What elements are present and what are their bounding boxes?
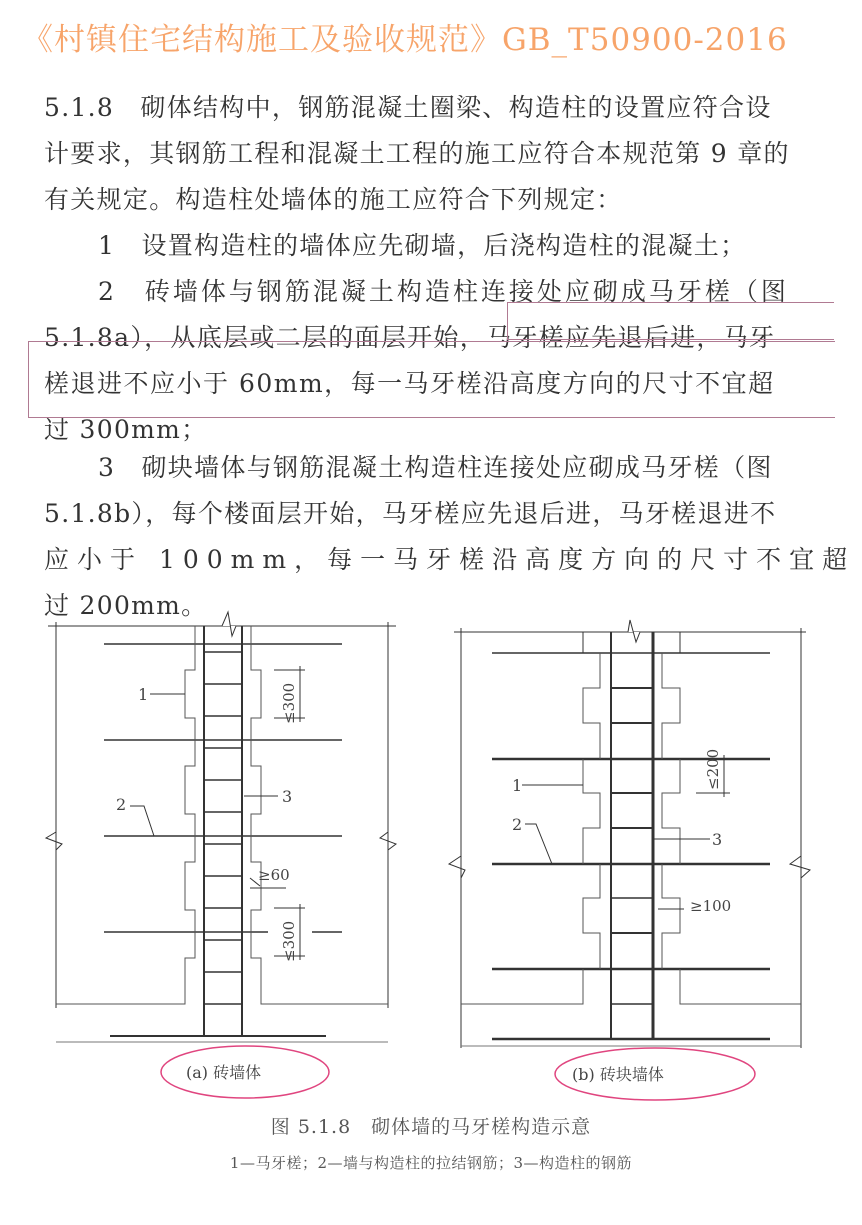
callout-b-1: 1 bbox=[512, 776, 523, 795]
dim-a-setback: ≥60 bbox=[258, 866, 290, 884]
item-3-line-2: 5.1.8b），每个楼面层开始，马牙槎应先退后进，马牙槎退进不 bbox=[44, 499, 777, 528]
callout-b-3: 3 bbox=[712, 830, 723, 849]
callout-a-1: 1 bbox=[138, 685, 149, 704]
callout-a-2: 2 bbox=[116, 795, 127, 814]
dim-a-step-bottom: ≤300 bbox=[280, 920, 298, 962]
figure-a-label: (a) 砖墙体 bbox=[186, 1063, 262, 1082]
clause-line-1: 5.1.8 砌体结构中，钢筋混凝土圈梁、构造柱的设置应符合设 bbox=[44, 93, 772, 122]
figure-caption: 图 5.1.8 砌体墙的马牙槎构造示意 bbox=[270, 1116, 592, 1138]
figure-b-label: (b) 砖块墙体 bbox=[572, 1065, 664, 1084]
figure-legend: 1—马牙槎；2—墙与构造柱的拉结钢筋；3—构造柱的钢筋 bbox=[229, 1154, 633, 1172]
dim-b-setback: ≥100 bbox=[690, 897, 732, 915]
dim-a-step-top: ≤300 bbox=[280, 682, 298, 724]
item-1-line: 1 设置构造柱的墙体应先砌墙，后浇构造柱的混凝土； bbox=[98, 231, 747, 260]
item-2-line-1: 2 砖墙体与钢筋混凝土构造柱连接处应砌成马牙槎（图 bbox=[98, 277, 789, 306]
clause-line-2: 计要求，其钢筋工程和混凝土工程的施工应符合本规范第 9 章的 bbox=[44, 139, 790, 168]
callout-b-2: 2 bbox=[512, 815, 523, 834]
figure-5-1-8 bbox=[0, 600, 862, 1110]
item-2-line-2: 5.1.8a），从底层或二层的面层开始，马牙槎应先退后进，马牙 bbox=[44, 323, 776, 352]
item-3-line-4: 过 200mm。 bbox=[44, 591, 208, 620]
item-2-line-3: 槎退进不应小于 60mm，每一马牙槎沿高度方向的尺寸不宜超 bbox=[44, 369, 775, 398]
callout-a-3: 3 bbox=[282, 787, 293, 806]
item-3-line-1: 3 砌块墙体与钢筋混凝土构造柱连接处应砌成马牙槎（图 bbox=[98, 453, 773, 482]
item-3-line-3: 应小于 100mm，每一马牙槎沿高度方向的尺寸不宜超 bbox=[44, 545, 856, 574]
diagram-b bbox=[449, 620, 810, 1100]
document-title: 《村镇住宅结构施工及验收规范》GB_T50900-2016 bbox=[22, 22, 788, 58]
highlight-box-bottom bbox=[28, 341, 835, 418]
clause-line-3: 有关规定。构造柱处墙体的施工应符合下列规定： bbox=[44, 185, 623, 214]
highlight-box-top bbox=[507, 302, 834, 340]
diagram-a bbox=[46, 612, 396, 1098]
item-2-line-4: 过 300mm； bbox=[44, 415, 208, 444]
dim-b-step: ≤200 bbox=[704, 748, 722, 790]
